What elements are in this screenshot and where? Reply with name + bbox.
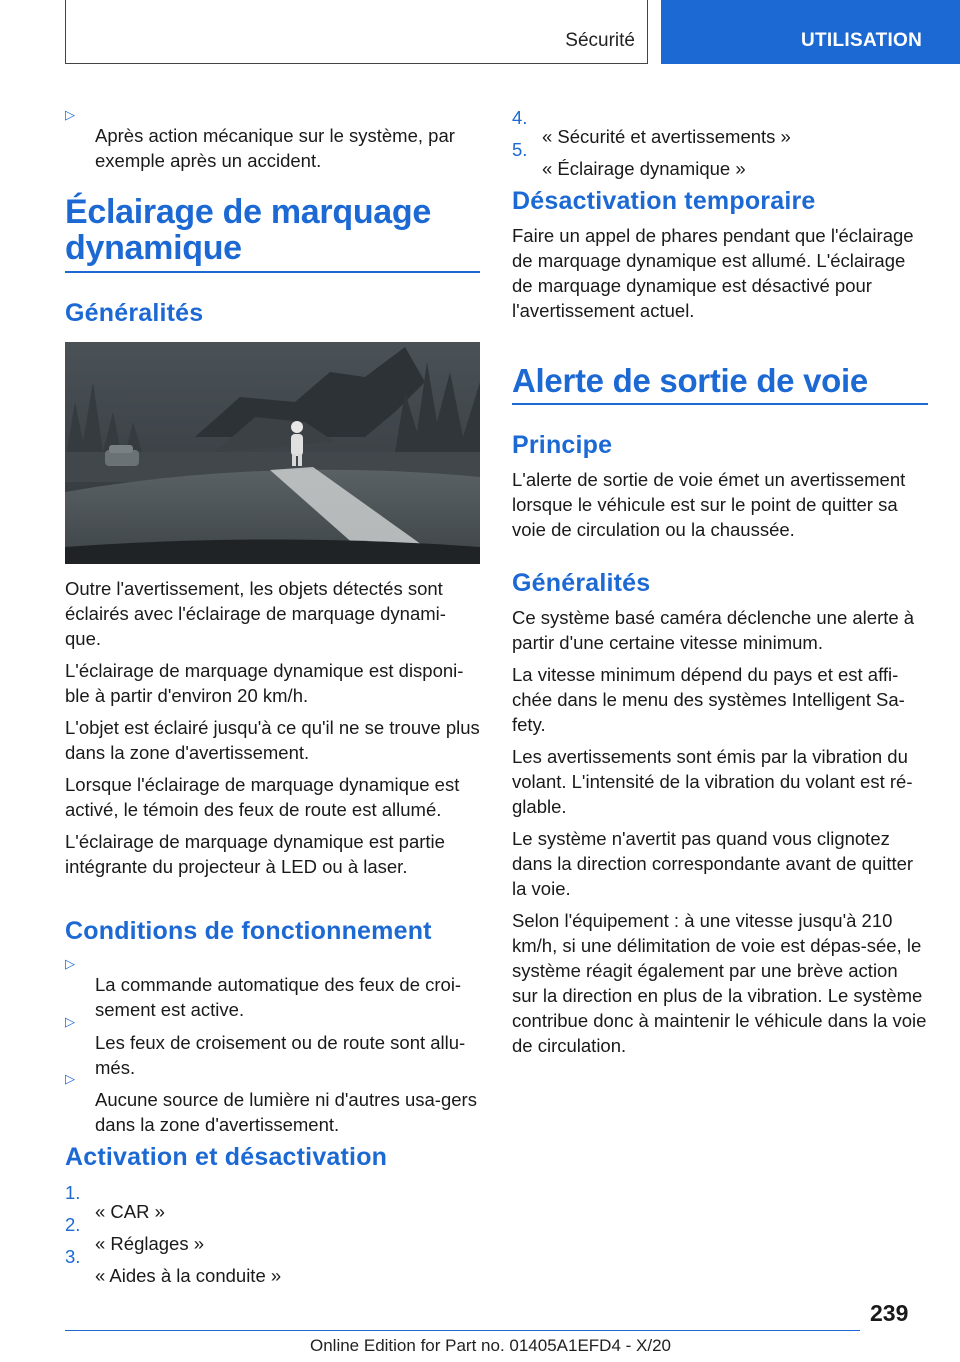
numbered-step xyxy=(65,1244,480,1306)
paragraph: Ce système basé caméra déclenche une alerte à partir d'une certaine vitesse minimum. xyxy=(512,607,915,653)
list-item-text: Aucune source de lumière ni d'autres usa-gers dans la zone d'avertissement. xyxy=(95,1088,477,1135)
page-title: Éclairage de marquage dynamique xyxy=(65,193,431,267)
subheading-conditions: Conditions de fonctionnement xyxy=(65,917,432,945)
step-text: « CAR » xyxy=(95,1200,165,1222)
paragraph: L'objet est éclairé jusqu'à ce qu'il ne se trouve plus dans la zone d'avertissement. xyxy=(65,717,480,763)
step-number: 2. xyxy=(65,1214,81,1235)
lane-paragraphs xyxy=(512,605,928,1058)
subheading-activation: Activation et désactivation xyxy=(65,1143,388,1171)
subheading-generalites: Généralités xyxy=(65,299,204,327)
step-number: 1. xyxy=(65,1182,81,1203)
paragraph: La vitesse minimum dépend du pays et est affi-chée dans le menu des systèmes Intelligent Sa-fety. xyxy=(512,664,905,735)
triangle-bullet-icon: ▷ xyxy=(65,1014,75,1029)
generalites-paragraphs xyxy=(65,576,480,879)
header-chapter-title: UTILISATION xyxy=(801,30,923,51)
step-text: « Sécurité et avertissements » xyxy=(542,125,791,147)
list-item xyxy=(65,104,480,191)
paragraph: Lorsque l'éclairage de marquage dynamique est activé, le témoin des feux de route est allumé. xyxy=(65,774,460,820)
step-text: « Réglages » xyxy=(95,1232,205,1254)
section-heading-block xyxy=(65,194,480,266)
step-number: 5. xyxy=(512,139,528,160)
paragraph: Outre l'avertissement, les objets détectés sont éclairés avec l'éclairage de marquage dynami-que. xyxy=(65,578,446,649)
title-divider xyxy=(65,271,480,273)
list-item-text: Les feux de croisement ou de route sont allu-més. xyxy=(95,1031,466,1078)
step-text: « Aides à la conduite » xyxy=(95,1264,282,1286)
subheading-generalites-lane: Généralités xyxy=(512,569,651,597)
paragraph: L'éclairage de marquage dynamique est partie intégrante du projecteur à LED ou à laser. xyxy=(65,831,445,877)
list-item-text: La commande automatique des feux de croi-sement est active. xyxy=(95,973,462,1020)
paragraph: Selon l'équipement : à une vitesse jusqu'à 210 km/h, si une délimitation de voie est dépas-sée, le système réagit également par une brève action sur la direction en plus de la vibration. Le système contribue donc à maintenir le véhicule dans la voie de circulation. xyxy=(512,910,927,1056)
section-title-lane: Alerte de sortie de voie xyxy=(512,362,868,399)
night-scene-illustration-icon xyxy=(65,342,480,564)
list-item-text: Après action mécanique sur le système, par exemple après un accident. xyxy=(95,124,455,171)
paragraph: L'alerte de sortie de voie émet un avertissement lorsque le véhicule est sur le point de quitter sa voie de circulation ou la chaussée. xyxy=(512,469,906,540)
footer-edition: Online Edition for Part no. 01405A1EFD4 - X/20 xyxy=(310,1336,671,1355)
header-section-box xyxy=(65,0,648,64)
triangle-bullet-icon: ▷ xyxy=(65,956,75,971)
paragraph: Le système n'avertit pas quand vous clignotez dans la direction correspondante avant de quitter la voie. xyxy=(512,828,914,899)
header-chapter-tab xyxy=(661,0,960,64)
paragraph: L'éclairage de marquage dynamique est disponi-ble à partir d'environ 20 km/h. xyxy=(65,660,464,706)
step-number: 3. xyxy=(65,1246,81,1267)
step-number: 4. xyxy=(512,107,528,128)
header-section-title: Sécurité xyxy=(565,30,635,51)
subheading-desactivation: Désactivation temporaire xyxy=(512,187,816,215)
paragraph: Les avertissements sont émis par la vibration du volant. L'intensité de la vibration du volant est ré-glable. xyxy=(512,746,913,817)
title-divider xyxy=(512,403,928,405)
paragraph: Faire un appel de phares pendant que l'éclairage de marquage dynamique est allumé. L'éclairage de marquage dynamique est désactivé pour l'avertissement actuel. xyxy=(512,225,914,321)
page-number: 239 xyxy=(870,1300,909,1326)
step-text: « Éclairage dynamique » xyxy=(542,157,746,179)
footer-divider xyxy=(65,1330,860,1331)
subheading-principe: Principe xyxy=(512,431,613,459)
triangle-bullet-icon: ▷ xyxy=(65,107,75,122)
night-road-figure xyxy=(65,342,480,564)
triangle-bullet-icon: ▷ xyxy=(65,1071,75,1086)
